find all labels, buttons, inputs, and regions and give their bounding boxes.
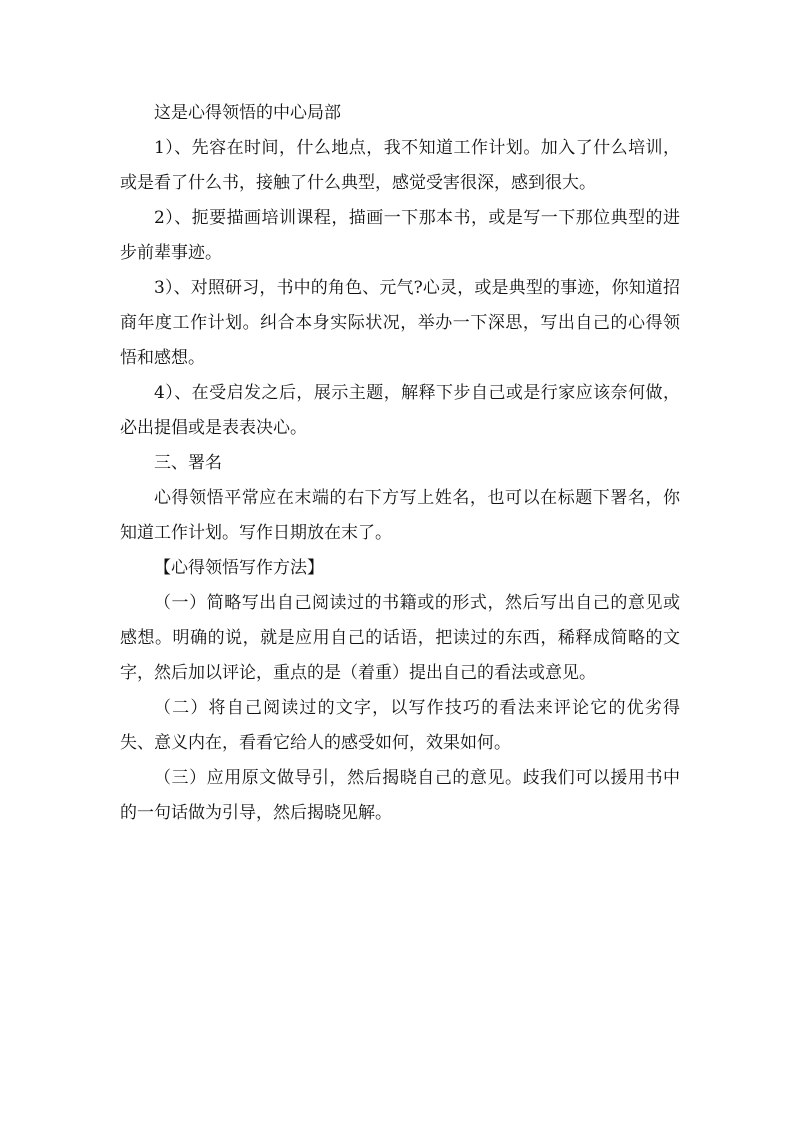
paragraph-method-1: （一）简略写出自己阅读过的书籍或的形式，然后写出自己的意见或感想。明确的说，就是应用自己的话语，把读过的东西，稀释成简略的文字，然后加以评论，重点的是（着重）提出自己的看法或意见。 <box>120 593 680 683</box>
paragraph-item-1: 1）、先容在时间，什么地点，我不知道工作计划。加入了什么培训，或是看了什么书，接触了什么典型，感觉受害很深，感到很大。 <box>120 138 680 193</box>
paragraph-heart-section-intro: 这是心得领悟的中心局部 <box>154 103 341 123</box>
paragraph-item-3: 3）、对照研习，书中的角色、元气?心灵，或是典型的事迹，你知道招商年度工作计划。纠合本身实际状况，举办一下深思，写出自己的心得领悟和感想。 <box>120 278 680 368</box>
paragraph-signature: 心得领悟平常应在末端的右下方写上姓名，也可以在标题下署名，你知道工作计划。写作日期放在末了。 <box>120 488 680 543</box>
paragraph-method-2: （二）将自己阅读过的文字，以写作技巧的看法来评论它的优劣得失、意义内在，看看它给人的感受如何，效果如何。 <box>120 698 680 753</box>
paragraph-item-4: 4）、在受启发之后，展示主题，解释下步自己或是行家应该奈何做，必出提倡或是表表决心。 <box>120 383 680 438</box>
paragraph-method-3: （三）应用原文做导引，然后揭晓自己的意见。歧我们可以援用书中的一句话做为引导，然后揭晓见解。 <box>120 768 680 823</box>
section-heading-signature: 三、署名 <box>154 453 222 473</box>
document-body <box>120 96 680 831</box>
section-heading-writing-methods: 【心得领悟写作方法】 <box>154 558 324 578</box>
paragraph-item-2: 2）、扼要描画培训课程，描画一下那本书，或是写一下那位典型的进步前辈事迹。 <box>120 208 680 263</box>
